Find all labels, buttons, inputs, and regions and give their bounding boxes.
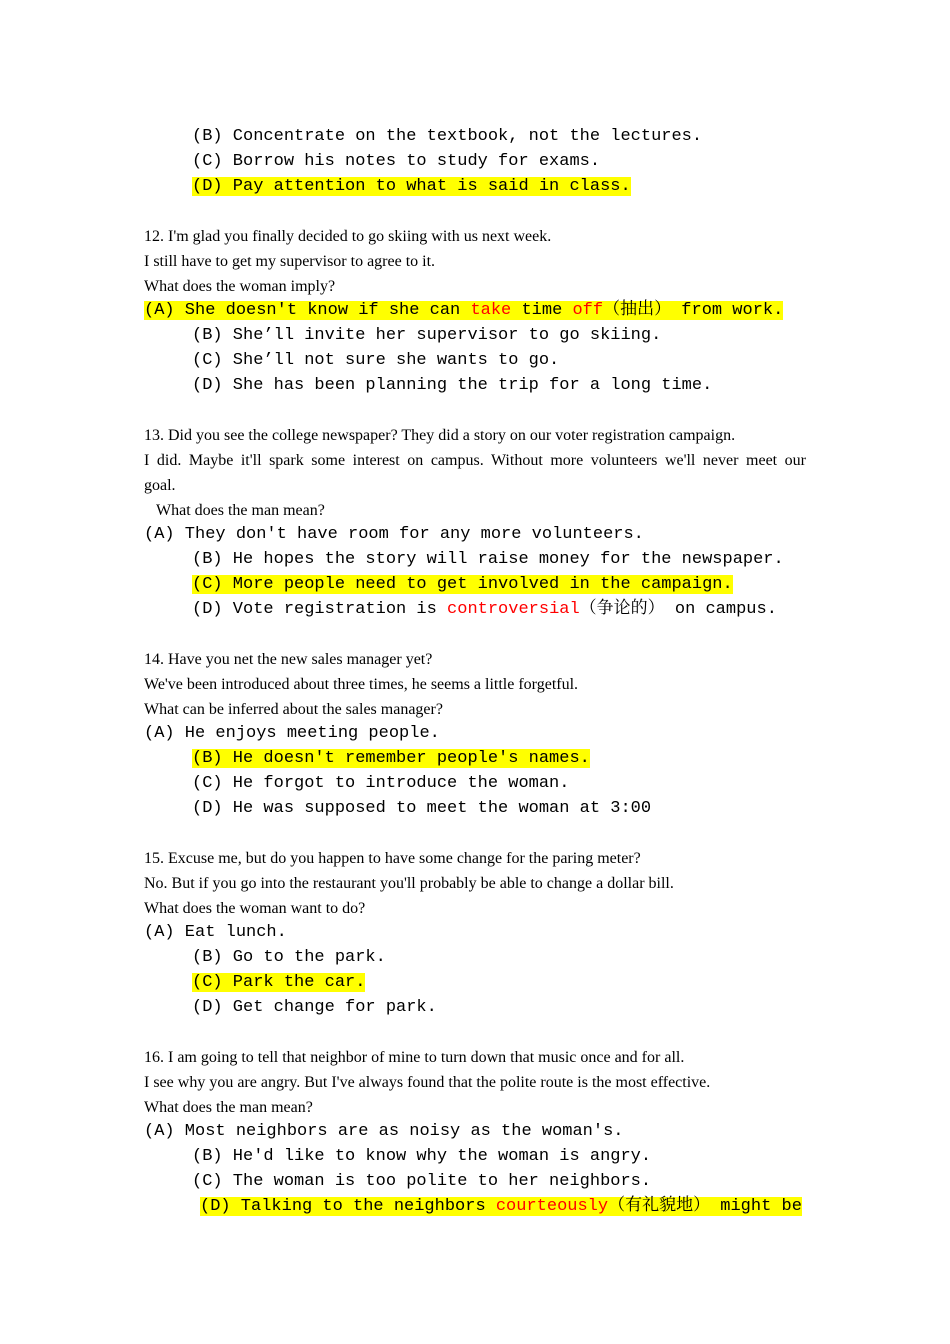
q14-option-b-text: (B) He doesn't remember people's names. [192, 749, 590, 768]
q12-option-a-red2: off [572, 301, 604, 320]
q13-question: What does the man mean? [156, 502, 325, 519]
q13-option-d [192, 599, 777, 620]
q15-option-d: (D) Get change for park. [192, 998, 437, 1017]
q16-option-d-red: courteously [495, 1197, 609, 1216]
q14-line1: 14. Have you net the new sales manager yet? [144, 651, 433, 668]
q13-option-c-text: (C) More people need to get involved in the campaign. [192, 575, 733, 594]
q13-option-d-red: controversial [447, 600, 580, 619]
q16-option-c: (C) The woman is too polite to her neighbors. [192, 1172, 652, 1191]
q15-option-c-text: (C) Park the car. [192, 973, 366, 992]
q13-line1: 13. Did you see the college newspaper? They did a story on our voter registration campaign. [144, 427, 736, 444]
q11-option-b: (B) Concentrate on the textbook, not the lectures. [192, 127, 703, 146]
q16-option-d [200, 1196, 802, 1217]
q14-option-c: (C) He forgot to introduce the woman. [192, 774, 570, 793]
q12-option-c: (C) She’ll not sure she wants to go. [192, 351, 560, 370]
q12-option-a-mid: time [511, 301, 573, 320]
q15-line1: 15. Excuse me, but do you happen to have some change for the paring meter? [144, 850, 641, 867]
q13-line2b: goal. [144, 477, 176, 494]
q16-question: What does the man mean? [144, 1099, 313, 1116]
q13-option-c [192, 574, 733, 595]
q12-line1: 12. I'm glad you finally decided to go skiing with us next week. [144, 228, 552, 245]
q12-option-a [144, 300, 783, 321]
q13-option-b: (B) He hopes the story will raise money for the newspaper. [192, 550, 784, 569]
q15-line2: No. But if you go into the restaurant you'll probably be able to change a dollar bill. [144, 875, 674, 892]
q16-option-d-pre: (D) Talking to the neighbors [200, 1197, 496, 1216]
q16-line1: 16. I am going to tell that neighbor of mine to turn down that music once and for all. [144, 1049, 685, 1066]
q15-option-b: (B) Go to the park. [192, 948, 386, 967]
q13-line2a: I did. Maybe it'll spark some interest on campus. Without more volunteers we'll never meet our [144, 452, 806, 469]
q12-question: What does the woman imply? [144, 278, 336, 295]
q13-option-a: (A) They don't have room for any more volunteers. [144, 525, 644, 544]
q16-option-a: (A) Most neighbors are as noisy as the woman's. [144, 1122, 624, 1141]
q15-option-c [192, 972, 365, 993]
q11-option-d [192, 176, 631, 197]
q12-option-d: (D) She has been planning the trip for a long time. [192, 376, 713, 395]
q12-option-a-red1: take [470, 301, 512, 320]
q14-option-a: (A) He enjoys meeting people. [144, 724, 440, 743]
q13-option-d-post: （争论的） on campus. [579, 600, 777, 619]
q13-option-d-pre: (D) Vote registration is [192, 600, 448, 619]
q16-option-b: (B) He'd like to know why the woman is angry. [192, 1147, 652, 1166]
q12-option-a-post: （抽出） from work. [603, 301, 784, 320]
q12-option-a-pre: (A) She doesn't know if she can [144, 301, 471, 320]
q14-option-d: (D) He was supposed to meet the woman at 3:00 [192, 799, 652, 818]
q11-option-d-text: (D) Pay attention to what is said in class. [192, 177, 631, 196]
q12-option-b: (B) She’ll invite her supervisor to go skiing. [192, 326, 662, 345]
q16-line2: I see why you are angry. But I've always found that the polite route is the most effective. [144, 1074, 711, 1091]
q12-line2: I still have to get my supervisor to agree to it. [144, 253, 436, 270]
q16-option-d-post: （有礼貌地） might be [608, 1197, 802, 1216]
q14-question: What can be inferred about the sales manager? [144, 701, 443, 718]
q11-option-c: (C) Borrow his notes to study for exams. [192, 152, 601, 171]
q14-option-b [192, 748, 590, 769]
q15-option-a: (A) Eat lunch. [144, 923, 287, 942]
q15-question: What does the woman want to do? [144, 900, 366, 917]
q14-line2: We've been introduced about three times, he seems a little forgetful. [144, 676, 579, 693]
